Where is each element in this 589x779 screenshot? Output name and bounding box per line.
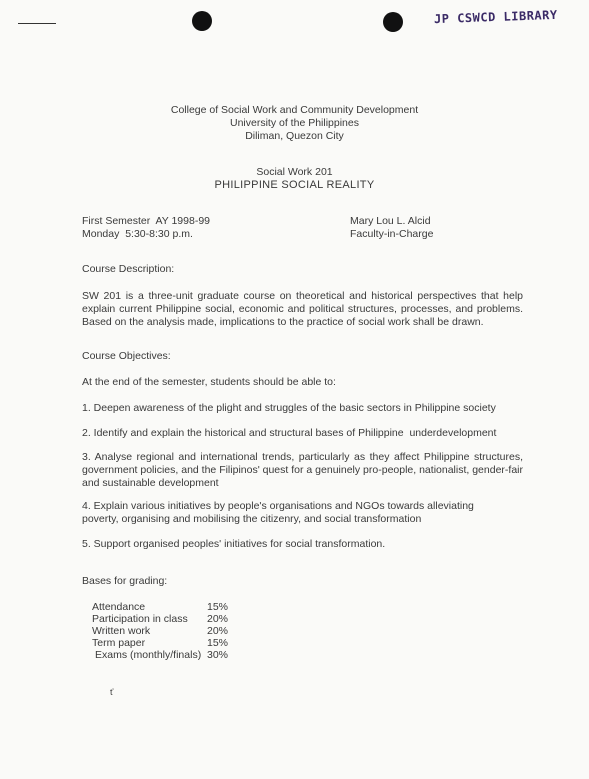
punch-hole-left: [192, 11, 212, 31]
objective-item: 3. Analyse regional and international trends, particularly as they affect Philippine structures, government policies, and the Filipinos' quest for a genuinely pro-people, nationalist, gender-fair and sustainable development: [82, 451, 523, 489]
description-heading: Course Description:: [82, 263, 175, 275]
class-time: Monday 5:30-8:30 p.m.: [82, 228, 193, 240]
objective-item: 5. Support organised peoples' initiatives for social transformation.: [82, 538, 386, 550]
semester: First Semester AY 1998-99: [82, 215, 211, 227]
library-stamp: JP CSWCD LIBRARY: [433, 7, 558, 27]
college-name: College of Social Work and Community Development: [170, 104, 419, 116]
table-row: [92, 601, 228, 613]
university-name: University of the Philippines: [230, 117, 359, 129]
course-title: PHILIPPINE SOCIAL REALITY: [214, 179, 375, 191]
punch-hole-right: [383, 12, 403, 32]
objective-item: 2. Identify and explain the historical and structural bases of Philippine underdevelopment: [82, 427, 497, 439]
faculty-name: Mary Lou L. Alcid: [350, 215, 431, 227]
grade-value: 15%: [207, 601, 229, 613]
institution-header: [0, 104, 589, 143]
grade-label: Participation in class: [92, 613, 188, 625]
location: Diliman, Quezon City: [245, 130, 344, 142]
stray-mark: ť: [110, 687, 114, 697]
grade-value: 30%: [207, 649, 229, 661]
grade-label: Attendance: [92, 601, 146, 613]
grade-label: Written work: [92, 625, 151, 637]
objectives-heading: Course Objectives:: [82, 350, 171, 362]
table-row: [92, 637, 228, 649]
grade-label: Exams (monthly/finals): [95, 649, 202, 661]
course-code: Social Work 201: [256, 166, 333, 178]
grading-heading: Bases for grading:: [82, 575, 168, 587]
grade-value: 20%: [207, 613, 229, 625]
grade-value: 20%: [207, 625, 229, 637]
grade-value: 15%: [207, 637, 229, 649]
objective-item: 4. Explain various initiatives by people's organisations and NGOs towards alleviating poverty, organising and mobilising the citizenry, and social transformation: [82, 500, 474, 525]
table-row: [92, 649, 228, 661]
grade-label: Term paper: [92, 637, 146, 649]
table-row: [92, 613, 228, 625]
faculty-role: Faculty-in-Charge: [350, 228, 434, 240]
scan-mark-line: [18, 23, 56, 24]
course-header: [0, 166, 589, 192]
objectives-intro: At the end of the semester, students should be able to:: [82, 376, 336, 388]
description-text: SW 201 is a three-unit graduate course on theoretical and historical perspectives that help explain current Philippine social, economic and political structures, processes, and problems. Based on the analysis made, implications to the practice of social work shall be drawn.: [82, 290, 523, 328]
objective-item: 1. Deepen awareness of the plight and struggles of the basic sectors in Philippine society: [82, 402, 496, 414]
faculty: [350, 215, 433, 241]
schedule: [82, 215, 210, 241]
table-row: [92, 625, 228, 637]
grading-table: [92, 601, 228, 661]
